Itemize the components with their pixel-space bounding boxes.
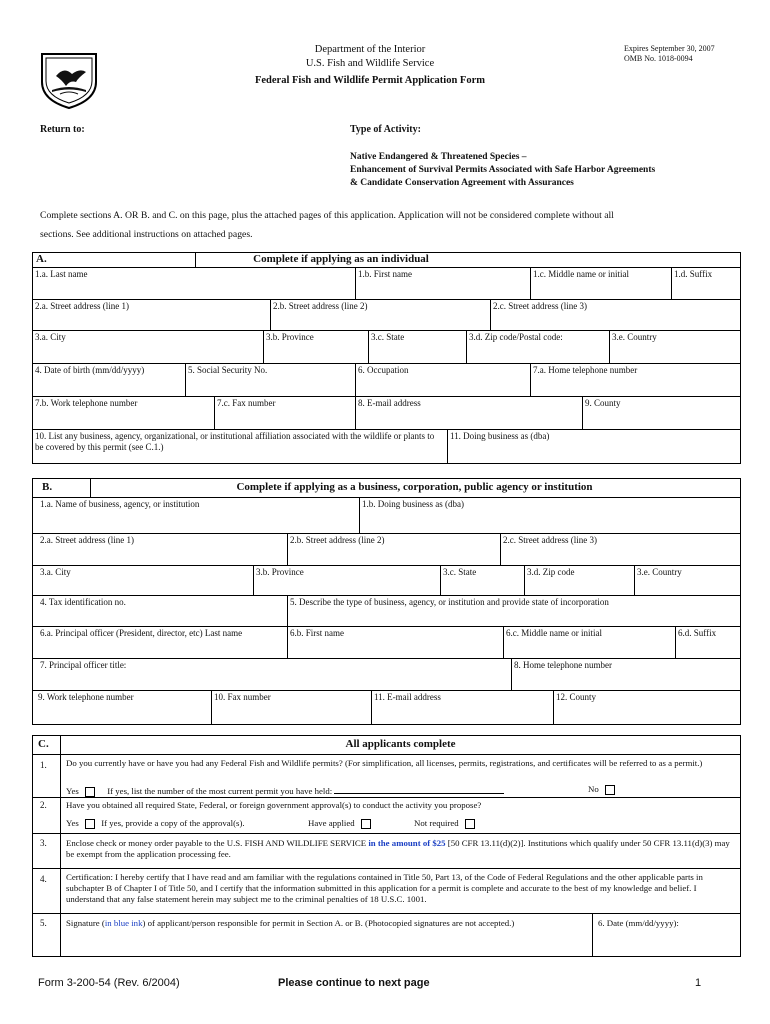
q1-no-checkbox[interactable] (605, 785, 615, 795)
q2-not-required-label: Not required (414, 818, 459, 828)
c-question-1: Do you currently have or have you had any Federal Fish and Wildlife permits? (For simplification, all licenses, permits, registrations, and certificates will be referred to as a permit.) (66, 758, 703, 768)
b-officer-middle-name-field[interactable]: 6.c. Middle name or initial (506, 628, 602, 638)
type-of-activity-label: Type of Activity: (350, 124, 421, 135)
b-street-1-field[interactable]: 2.a. Street address (line 1) (40, 535, 134, 545)
fee-amount: in the amount of $25 (368, 838, 446, 848)
b-fax-field[interactable]: 10. Fax number (214, 692, 271, 702)
b-city-field[interactable]: 3.a. City (40, 567, 71, 577)
return-to-label: Return to: (40, 124, 85, 135)
c-item-number: 1. (40, 760, 47, 770)
section-a-title: Complete if applying as an individual (253, 253, 429, 265)
a-province-field[interactable]: 3.b. Province (266, 332, 314, 342)
instructions-line-2: sections. See additional instructions on attached pages. (40, 229, 253, 240)
b-county-field[interactable]: 12. County (556, 692, 597, 702)
instructions-line-1: Complete sections A. OR B. and C. on this page, plus the attached pages of this application. Application will not be considered complete without all (40, 210, 614, 221)
b-business-name-field[interactable]: 1.a. Name of business, agency, or institution (40, 499, 200, 509)
c-certification: Certification: I hereby certify that I have read and am familiar with the regulations contained in Title 50, Part 13, of the Code of Federal Regulations and the other applicable parts in subchapter B of Chapter I of Title 50, and I certify that the information submitted in this application for a permit is complete and accurate to the best of my knowledge and belief. I understand that any false statement herein may subject me to the criminal penalties of 18 U.S.C. 1001. (66, 872, 703, 904)
a-suffix-field[interactable]: 1.d. Suffix (674, 269, 713, 279)
b-country-field[interactable]: 3.e. Country (637, 567, 682, 577)
a-affiliation-field[interactable]: 10. List any business, agency, organizational, or institutional affiliation associated with the wildlife or plants to be covered by this permit (see C.1.) (35, 431, 435, 452)
page-number: 1 (695, 977, 702, 989)
b-email-field[interactable]: 11. E-mail address (374, 692, 441, 702)
a-street-1-field[interactable]: 2.a. Street address (line 1) (35, 301, 129, 311)
a-ssn-field[interactable]: 5. Social Security No. (188, 365, 268, 375)
a-fax-field[interactable]: 7.c. Fax number (217, 398, 276, 408)
activity-line-3: & Candidate Conservation Agreement with Assurances (350, 178, 574, 188)
a-occupation-field[interactable]: 6. Occupation (358, 365, 409, 375)
b-officer-title-field[interactable]: 7. Principal officer title: (40, 660, 127, 670)
a-city-field[interactable]: 3.a. City (35, 332, 66, 342)
a-street-2-field[interactable]: 2.b. Street address (line 2) (273, 301, 368, 311)
b-business-type-field[interactable]: 5. Describe the type of business, agency, or institution and provide state of incorporation (290, 597, 609, 607)
a-country-field[interactable]: 3.e. Country (612, 332, 657, 342)
section-b-title: Complete if applying as a business, corporation, public agency or institution (236, 481, 593, 493)
b-officer-suffix-field[interactable]: 6.d. Suffix (678, 628, 717, 638)
a-first-name-field[interactable]: 1.b. First name (358, 269, 412, 279)
department-name: Department of the Interior (314, 44, 426, 55)
a-street-3-field[interactable]: 2.c. Street address (line 3) (493, 301, 587, 311)
q2-applied-checkbox[interactable] (361, 819, 371, 829)
form-number: Form 3-200-54 (Rev. 6/2004) (38, 977, 180, 989)
service-name: U.S. Fish and Wildlife Service (305, 58, 435, 69)
q1-permit-number-input[interactable] (334, 784, 504, 794)
b-dba-field[interactable]: 1.b. Doing business as (dba) (362, 499, 464, 509)
q1-list-label: If yes, list the number of the most current permit you have held: (107, 786, 333, 796)
q2-copy-label: If yes, provide a copy of the approval(s). (101, 818, 245, 828)
expires-date: Expires September 30, 2007 (624, 44, 715, 53)
c-item-number: 3. (40, 838, 47, 848)
q2-applied-label: Have applied (308, 818, 355, 828)
b-state-field[interactable]: 3.c. State (443, 567, 477, 577)
a-middle-name-field[interactable]: 1.c. Middle name or initial (533, 269, 629, 279)
a-dba-field[interactable]: 11. Doing business as (dba) (450, 431, 550, 441)
c-q1-answer-row (66, 784, 736, 797)
c-date-field[interactable]: 6. Date (mm/dd/yyyy): (598, 918, 679, 928)
c-item-number: 5. (40, 918, 47, 928)
c-q2-answer-row (66, 818, 736, 829)
q2-yes-checkbox[interactable] (85, 819, 95, 829)
a-dob-field[interactable]: 4. Date of birth (mm/dd/yyyy) (35, 365, 145, 375)
b-street-3-field[interactable]: 2.c. Street address (line 3) (503, 535, 597, 545)
c-item-number: 2. (40, 800, 47, 810)
section-c-letter: C. (38, 738, 49, 750)
b-officer-last-name-field[interactable]: 6.a. Principal officer (President, director, etc) Last name (40, 628, 243, 638)
q2-yes-label: Yes (66, 818, 79, 828)
a-county-field[interactable]: 9. County (585, 398, 621, 408)
b-home-phone-field[interactable]: 8. Home telephone number (514, 660, 612, 670)
activity-line-1: Native Endangered & Threatened Species – (350, 152, 527, 162)
b-street-2-field[interactable]: 2.b. Street address (line 2) (290, 535, 385, 545)
b-officer-first-name-field[interactable]: 6.b. First name (290, 628, 344, 638)
form-title: Federal Fish and Wildlife Permit Application Form (254, 75, 486, 86)
b-province-field[interactable]: 3.b. Province (256, 567, 304, 577)
section-c-title: All applicants complete (345, 738, 456, 750)
c-item-number: 4. (40, 874, 47, 884)
continue-note: Please continue to next page (278, 977, 430, 989)
blue-ink-note: in blue ink (104, 918, 143, 928)
q1-yes-label: Yes (66, 786, 79, 796)
b-tax-id-field[interactable]: 4. Tax identification no. (40, 597, 126, 607)
q2-not-required-checkbox[interactable] (465, 819, 475, 829)
a-zip-field[interactable]: 3.d. Zip code/Postal code: (469, 332, 563, 342)
activity-line-2: Enhancement of Survival Permits Associated with Safe Harbor Agreements (350, 165, 656, 175)
c-question-3: Enclose check or money order payable to the U.S. FISH AND WILDLIFE SERVICE in the amount of $25 [50 CFR 13.11(d)(2)]. Institutions which qualify under 50 CFR 13.11(d)(3) may be exempt from the application processing fee. (66, 838, 730, 859)
b-work-phone-field[interactable]: 9. Work telephone number (38, 692, 134, 702)
q1-yes-checkbox[interactable] (85, 787, 95, 797)
a-last-name-field[interactable]: 1.a. Last name (35, 269, 88, 279)
a-work-phone-field[interactable]: 7.b. Work telephone number (35, 398, 138, 408)
c-question-2: Have you obtained all required State, Federal, or foreign government approval(s) to conduct the activity you propose? (66, 800, 482, 810)
a-state-field[interactable]: 3.c. State (371, 332, 405, 342)
b-zip-field[interactable]: 3.d. Zip code (527, 567, 575, 577)
a-email-field[interactable]: 8. E-mail address (358, 398, 421, 408)
omb-number: OMB No. 1018-0094 (624, 54, 693, 63)
section-a-letter: A. (36, 253, 47, 265)
a-home-phone-field[interactable]: 7.a. Home telephone number (533, 365, 638, 375)
c-signature-field[interactable]: Signature (in blue ink) of applicant/person responsible for permit in Section A. or B. (Photocopied signatures are not accepted.) (66, 918, 515, 928)
q1-no-label: No (588, 784, 599, 794)
section-b-letter: B. (42, 481, 53, 493)
usfws-seal-icon (36, 50, 102, 110)
